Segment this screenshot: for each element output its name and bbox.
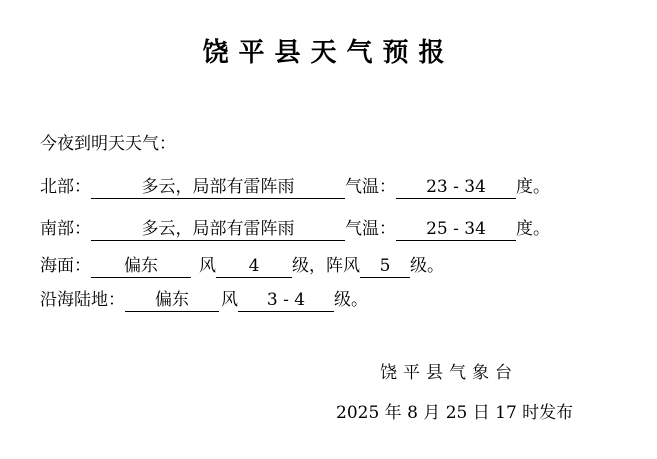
sea-label: 海面：	[40, 256, 91, 276]
north-weather: 多云，局部有雷阵雨	[91, 176, 345, 199]
south-forecast-line	[40, 217, 550, 241]
south-weather: 多云，局部有雷阵雨	[91, 218, 345, 241]
sea-wind-direction: 偏东	[91, 255, 191, 278]
coast-label: 沿海陆地：	[40, 290, 125, 310]
coast-wind-word: 风	[221, 290, 238, 310]
sea-gust-level: 5	[360, 255, 410, 278]
north-forecast-line	[40, 175, 550, 199]
south-temp-label: 气温：	[345, 219, 396, 239]
coast-level-unit: 级。	[334, 290, 368, 310]
sea-wind-level: 4	[216, 255, 292, 278]
sea-level-text: 级，阵风	[292, 256, 360, 276]
sea-forecast-line	[40, 254, 444, 278]
north-temp-unit: 度。	[516, 177, 550, 197]
coast-wind-level: 3 - 4	[238, 289, 334, 312]
sea-gust-unit: 级。	[410, 256, 444, 276]
coast-wind-direction: 偏东	[125, 289, 219, 312]
south-temp: 25 - 34	[396, 218, 516, 241]
sea-wind-word: 风	[199, 256, 216, 276]
north-temp: 23 - 34	[396, 176, 516, 199]
page-title: 饶平县天气预报	[202, 38, 455, 68]
coast-forecast-line	[40, 288, 368, 312]
issuing-office: 饶平县气象台	[380, 363, 518, 383]
south-temp-unit: 度。	[516, 219, 550, 239]
intro-line: 今夜到明天天气：	[40, 134, 176, 154]
north-temp-label: 气温：	[345, 177, 396, 197]
south-label: 南部：	[40, 219, 91, 239]
issue-time: 2025 年 8 月 25 日 17 时发布	[336, 403, 574, 423]
north-label: 北部：	[40, 177, 91, 197]
